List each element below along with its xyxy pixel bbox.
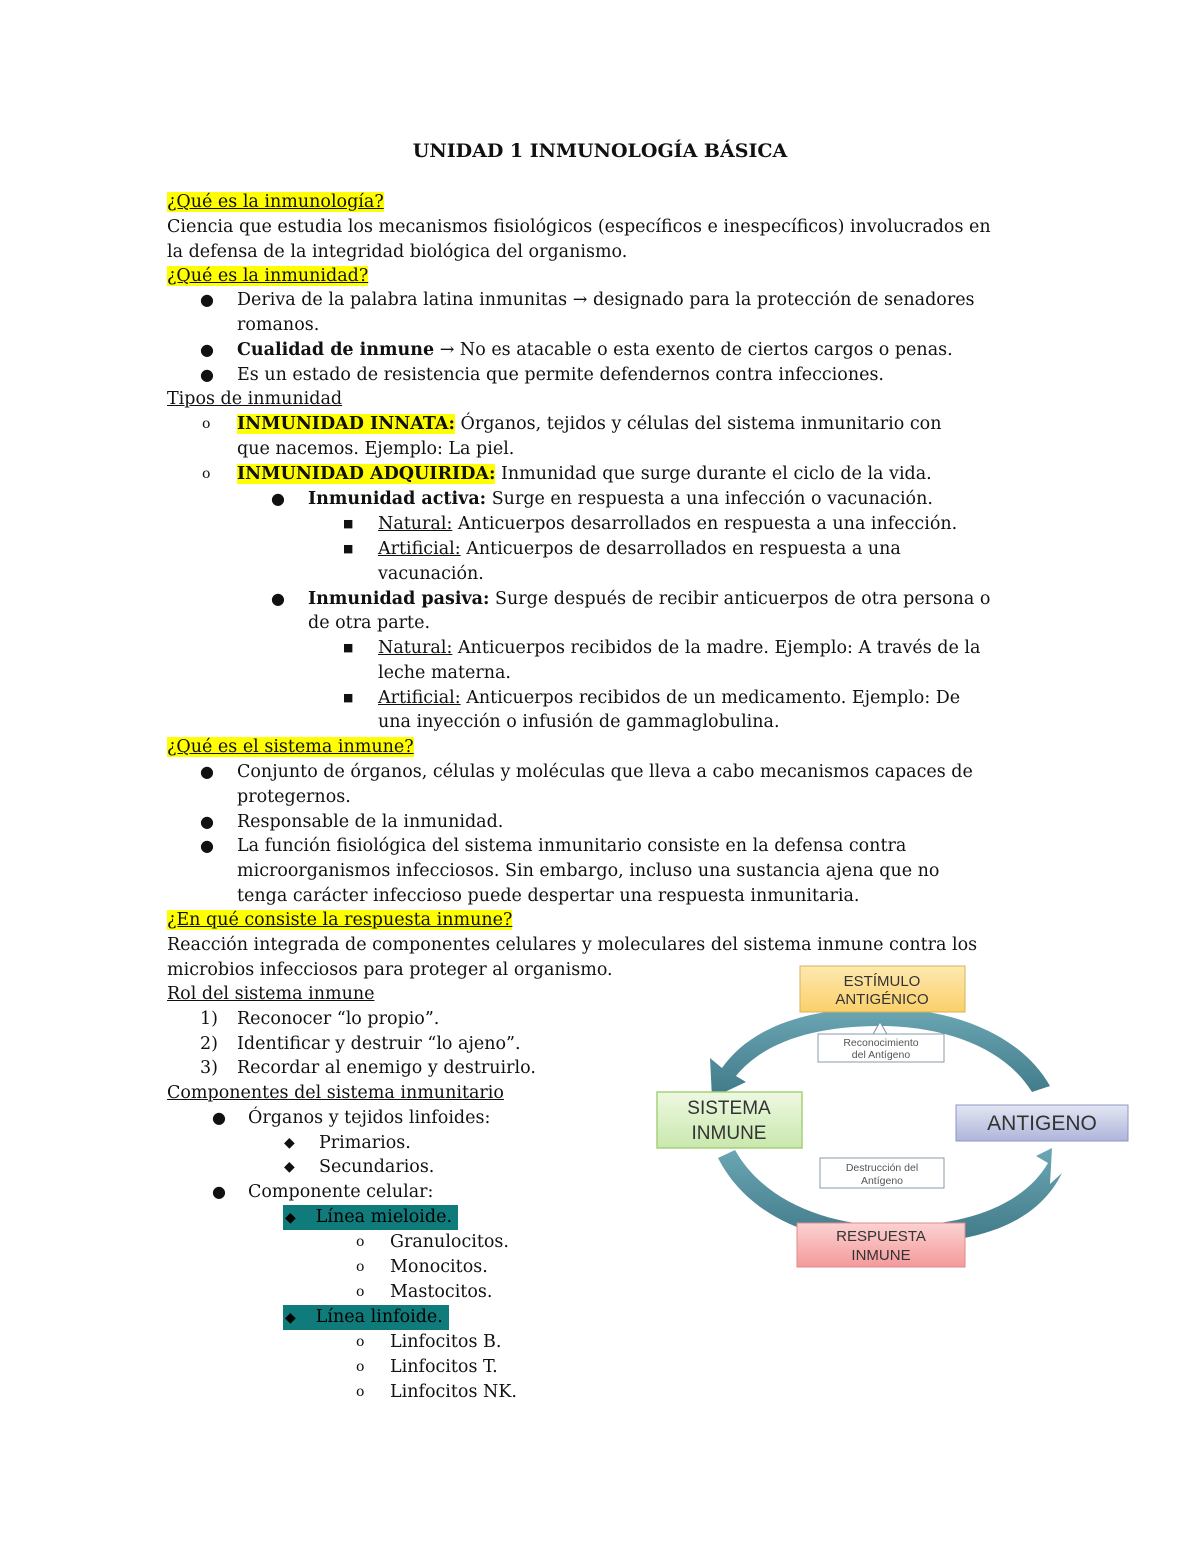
- respuesta-label: RESPUESTA: [836, 1228, 926, 1245]
- list-item-continued: que nacemos. Ejemplo: La piel.: [237, 439, 515, 459]
- square-bullet-icon: ■: [343, 691, 354, 704]
- bullet-icon: ●: [200, 762, 214, 781]
- diamond-bullet-icon: ◆: [284, 1135, 295, 1151]
- heading-respuesta: ¿En qué consiste la respuesta inmune?: [167, 910, 513, 930]
- circle-bullet-icon: o: [356, 1284, 365, 1300]
- heading-inmunologia: ¿Qué es la inmunología?: [167, 192, 384, 212]
- paragraph-line: microbios infecciosos para proteger al organismo.: [167, 960, 613, 980]
- diamond-bullet-icon: ◆: [284, 1159, 295, 1175]
- square-bullet-icon: ■: [343, 641, 354, 654]
- bullet-icon: ●: [271, 589, 285, 608]
- bullet-icon: ●: [212, 1182, 226, 1201]
- page-title: UNIDAD 1 INMUNOLOGÍA BÁSICA: [412, 140, 788, 162]
- list-number: 2): [200, 1034, 218, 1054]
- list-item: Monocitos.: [390, 1257, 488, 1277]
- list-item: Natural: Anticuerpos recibidos de la madre. Ejemplo: A través de la: [378, 638, 981, 658]
- list-item-continued: de otra parte.: [308, 613, 431, 633]
- heading-sistema-inmune: ¿Qué es el sistema inmune?: [167, 737, 414, 757]
- list-item-continued: vacunación.: [378, 564, 484, 584]
- list-item: Es un estado de resistencia que permite defendernos contra infecciones.: [237, 365, 884, 385]
- bullet-icon: ●: [271, 489, 285, 508]
- list-item-continued: protegernos.: [237, 787, 351, 807]
- destruccion-label: Destrucción del: [845, 1162, 919, 1174]
- list-item-continued: leche materna.: [378, 663, 511, 683]
- list-item-linfoide: ◆ Línea linfoide.: [283, 1305, 449, 1330]
- bullet-icon: ●: [200, 365, 214, 384]
- list-item: Identificar y destruir “lo ajeno”.: [237, 1034, 521, 1054]
- list-item: Responsable de la inmunidad.: [237, 812, 504, 832]
- list-item-innata: INMUNIDAD INNATA: Órganos, tejidos y células del sistema inmunitario con: [237, 414, 942, 434]
- bullet-icon: ●: [200, 812, 214, 831]
- bullet-icon: ●: [200, 340, 214, 359]
- estimulo-label: ESTÍMULO: [843, 973, 921, 990]
- list-item: Componente celular:: [248, 1182, 434, 1202]
- list-item: Linfocitos B.: [390, 1332, 502, 1352]
- list-item: Deriva de la palabra latina inmunitas → designado para la protección de senadores: [237, 290, 975, 310]
- list-item-pasiva: Inmunidad pasiva: Surge después de recibir anticuerpos de otra persona o: [308, 589, 991, 609]
- list-item: Artificial: Anticuerpos de desarrollados en respuesta a una: [378, 539, 901, 559]
- sistema-label: SISTEMA: [687, 1098, 771, 1119]
- bullet-icon: ●: [212, 1108, 226, 1127]
- list-item-continued: romanos.: [237, 315, 320, 335]
- list-item: Artificial: Anticuerpos recibidos de un medicamento. Ejemplo: De: [378, 688, 961, 708]
- respuesta-label: INMUNE: [851, 1247, 911, 1264]
- circle-bullet-icon: o: [356, 1334, 365, 1350]
- destruccion-label: Antígeno: [860, 1175, 904, 1187]
- list-item-continued: una inyección o infusión de gammaglobulina.: [378, 712, 780, 732]
- circle-bullet-icon: o: [356, 1259, 365, 1275]
- list-item-continued: tenga carácter infeccioso puede despertar una respuesta inmunitaria.: [237, 886, 860, 906]
- list-number: 1): [200, 1009, 218, 1029]
- list-item-continued: microorganismos infecciosos. Sin embargo, incluso una sustancia ajena que no: [237, 861, 940, 881]
- bullet-icon: ●: [200, 836, 214, 855]
- paragraph-line: Ciencia que estudia los mecanismos fisiológicos (específicos e inespecíficos) involucrados en: [167, 217, 991, 237]
- list-item: Secundarios.: [319, 1157, 435, 1177]
- list-item: Reconocer “lo propio”.: [237, 1009, 440, 1029]
- paragraph-line: Reacción integrada de componentes celulares y moleculares del sistema inmune contra los: [167, 935, 978, 955]
- reconocimiento-label: del Antígeno: [851, 1049, 911, 1061]
- list-item-mieloide: ◆ Línea mieloide.: [283, 1205, 458, 1230]
- list-item: Linfocitos T.: [390, 1357, 498, 1377]
- immune-cycle-diagram: [640, 958, 1140, 1278]
- heading-inmunidad: ¿Qué es la inmunidad?: [167, 266, 369, 286]
- list-item: Linfocitos NK.: [390, 1382, 517, 1402]
- antigeno-label: ANTIGENO: [987, 1112, 1097, 1135]
- paragraph-line: la defensa de la integridad biológica del organismo.: [167, 242, 628, 262]
- circle-bullet-icon: o: [356, 1234, 365, 1250]
- list-item: La función fisiológica del sistema inmunitario consiste en la defensa contra: [237, 836, 907, 856]
- circle-bullet-icon: o: [356, 1359, 365, 1375]
- list-item: Cualidad de inmune → No es atacable o esta exento de ciertos cargos o penas.: [237, 340, 953, 360]
- list-item: Conjunto de órganos, células y moléculas que lleva a cabo mecanismos capaces de: [237, 762, 973, 782]
- reconocimiento-label: Reconocimiento: [843, 1037, 919, 1049]
- sistema-label: INMUNE: [691, 1123, 767, 1144]
- heading-componentes: Componentes del sistema inmunitario: [167, 1083, 504, 1103]
- circle-bullet-icon: o: [202, 466, 211, 482]
- circle-bullet-icon: o: [356, 1384, 365, 1400]
- heading-tipos: Tipos de inmunidad: [167, 389, 343, 409]
- bullet-icon: ●: [200, 290, 214, 309]
- list-item: Órganos y tejidos linfoides:: [248, 1108, 491, 1128]
- list-item-activa: Inmunidad activa: Surge en respuesta a una infección o vacunación.: [308, 489, 933, 509]
- list-item: Recordar al enemigo y destruirlo.: [237, 1058, 536, 1078]
- estimulo-label: ANTIGÉNICO: [835, 991, 929, 1008]
- square-bullet-icon: ■: [343, 517, 354, 530]
- heading-rol: Rol del sistema inmune: [167, 984, 375, 1004]
- list-item-adquirida: INMUNIDAD ADQUIRIDA: Inmunidad que surge durante el ciclo de la vida.: [237, 464, 932, 484]
- list-item: Natural: Anticuerpos desarrollados en respuesta a una infección.: [378, 514, 958, 534]
- circle-bullet-icon: o: [202, 416, 211, 432]
- list-item: Primarios.: [319, 1133, 411, 1153]
- list-item: Granulocitos.: [390, 1232, 509, 1252]
- square-bullet-icon: ■: [343, 542, 354, 555]
- list-number: 3): [200, 1058, 218, 1078]
- list-item: Mastocitos.: [390, 1282, 493, 1302]
